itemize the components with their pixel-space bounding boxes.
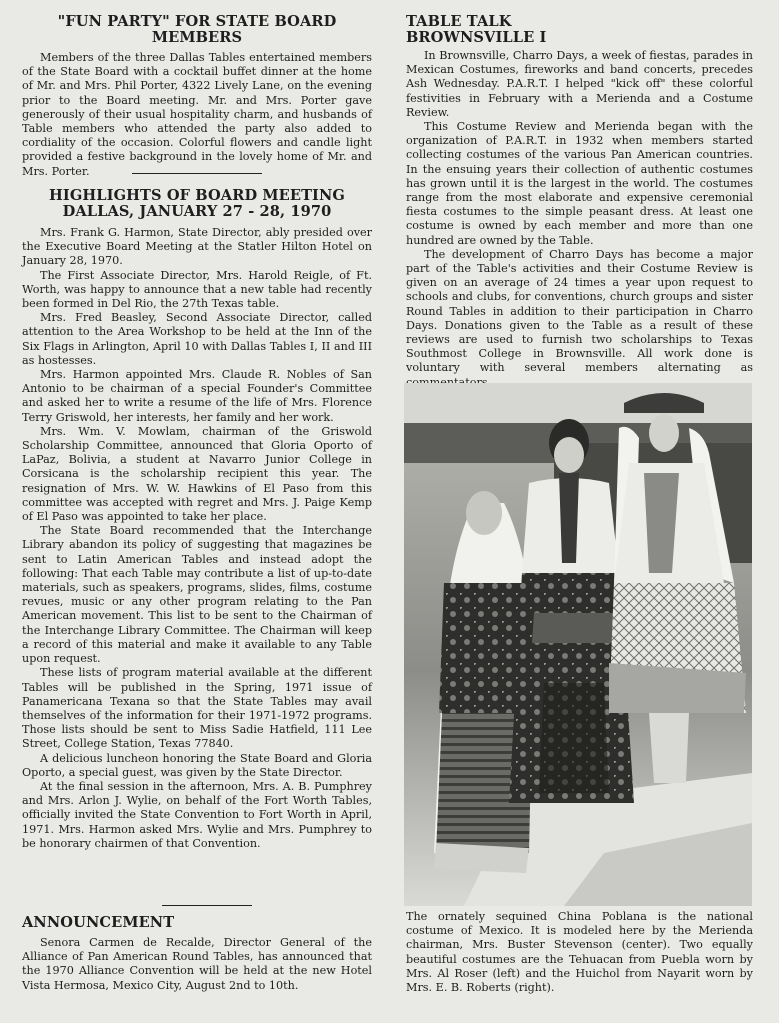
party-headline: "FUN PARTY" FOR STATE BOARD MEMBERS	[57, 13, 337, 46]
highlights-article	[22, 188, 372, 851]
party-article	[22, 14, 372, 179]
highlights-paragraph: Mrs. Frank G. Harmon, State Director, ably presided over the Executive Board Meeting at the Statler Hilton Hotel on January 28, 1970.	[22, 226, 372, 268]
party-body: Members of the three Dallas Tables entertained members of the State Board with a cocktail buffet dinner at the home of Mr. and Mrs. Phil Porter, 4322 Lively Lane, on the evening prior to the Board meeting. Mr. and Mrs. Porter gave generously of their usual hospitality charm, and husbands of Table members who attended the party also added to cordiality of the occasion. Colorful flowers and candle light provided a festive background in the lovely home of Mr. and Mrs. Porter.	[22, 51, 372, 178]
highlights-paragraph: A delicious luncheon honoring the State Board and Gloria Oporto, a special guest, was given by the State Director.	[22, 751, 372, 779]
highlights-paragraph: These lists of program material available at the different Tables will be published in the Spring, 1971 issue of Panamericana Texana so that the State Tables may avail themselves of the information for their 1971-1972 programs. Those lists should be sent to Miss Sadie Hatfield, 111 Lee Street, College Station, Texas 77840.	[22, 666, 372, 751]
table-talk-paragraph: In Brownsville, Charro Days, a week of fiestas, parades in Mexican Costumes, fireworks and band concerts, precedes Ash Wednesday. P.A.R.T. I helped "kick off" these colorful festivities in February with a Merienda and a Costume Review.	[406, 49, 753, 119]
highlights-paragraph: The First Associate Director, Mrs. Harold Reigle, of Ft. Worth, was happy to announce that a new table had recently been formed in Del Rio, the 27th Texas table.	[22, 268, 372, 311]
photo-caption-text: The ornately sequined China Poblana is the national costume of Mexico. It is modeled here by the Merienda chairman, Mrs. Buster Stevenson (center). Two equally beautiful costumes are the Tehuacan from Puebla worn by Mrs. Al Roser (left) and the Huichol from Nayarit worn by Mrs. E. B. Roberts (right).	[406, 910, 753, 995]
highlights-paragraph: Mrs. Harmon appointed Mrs. Claude R. Nobles of San Antonio to be chairman of a special Founder's Committee and asked her to write a resume of the life of Mrs. Florence Terry Griswold, her interests, her family and her work.	[22, 368, 372, 424]
highlights-paragraph: At the final session in the afternoon, Mrs. A. B. Pumphrey and Mrs. Arlon J. Wylie, on behalf of the Fort Worth Tables, officially invited the State Convention to Fort Worth in April, 1971. Mrs. Harmon asked Mrs. Wylie and Mrs. Pumphrey to be honorary chairmen of that Convention.	[22, 779, 372, 850]
table-talk-body	[406, 49, 753, 390]
table-talk-subheadline: BROWNSVILLE I	[406, 29, 547, 46]
highlights-subheadline: DALLAS, JANUARY 27 - 28, 1970	[62, 203, 332, 220]
highlights-paragraph: Mrs. Wm. V. Mowlam, chairman of the Griswold Scholarship Committee, announced that Gloria Oporto of LaPaz, Bolivia, a student at Navarro Junior College in Corsicana is the scholarship recipient this year. The resignation of Mrs. W. W. Hawkins of El Paso from this committee was accepted with regret and Mrs. J. Paige Kemp of El Paso was appointed to take her place.	[22, 424, 372, 524]
costume-photo	[404, 383, 752, 906]
table-talk-headline: TABLE TALK	[406, 13, 512, 30]
announcement-body: Senora Carmen de Recalde, Director General of the Alliance of Pan American Round Tables, has announced that the 1970 Alliance Convention will be held at the new Hotel Vista Hermosa, Mexico City, August 2nd to 10th.	[22, 936, 372, 992]
highlights-paragraph: The State Board recommended that the Interchange Library abandon its policy of suggesting that magazines be sent to Latin American Tables and instead adopt the following: That each Table may contribute a list of up-to-date materials, such as speakers, programs, slides, films, costume revues, music or any other program relating to the Pan American movement. This list to be sent to the Chairman of the Interchange Library Committee. The Chairman will keep a record of this material and make it available to any Table upon request.	[22, 524, 372, 666]
highlights-body	[22, 226, 372, 851]
announcement-article	[22, 915, 372, 993]
highlights-paragraph: Mrs. Fred Beasley, Second Associate Director, called attention to the Area Workshop to be held at the Inn of the Six Flags in Arlington, April 10 with Dallas Tables I, II and III as hostesses.	[22, 311, 372, 367]
table-talk-paragraph: The development of Charro Days has become a major part of the Table's activities and their Costume Review is given on an average of 24 times a year upon request to schools and clubs, for conventions, church groups and sister Round Tables in addition to their participation in Charro Days. Donations given to the Table as a result of these reviews are used to furnish two scholarships to Texas Southmost College in Brownsville. All work done is voluntary with several members alternating as	[406, 247, 753, 375]
table-talk-paragraph: This Costume Review and Merienda began with the organization of P.A.R.T. in 1932 when members started collecting costumes of the various Pan American countries. In the ensuing years their collection of authentic costumes has grown until it is the largest in the world. The costumes range from the most elaborate and expensive ceremonial fiesta costumes to the simple peasant dress. At least one costume is owned by each member and more than one hundred are owned by the Table.	[406, 120, 753, 247]
section-divider	[162, 905, 252, 906]
table-talk-article	[406, 14, 753, 390]
photo-caption	[406, 910, 753, 995]
highlights-headline: HIGHLIGHTS OF BOARD MEETING	[49, 187, 345, 204]
section-divider	[132, 173, 262, 174]
announcement-headline: ANNOUNCEMENT	[22, 914, 175, 931]
